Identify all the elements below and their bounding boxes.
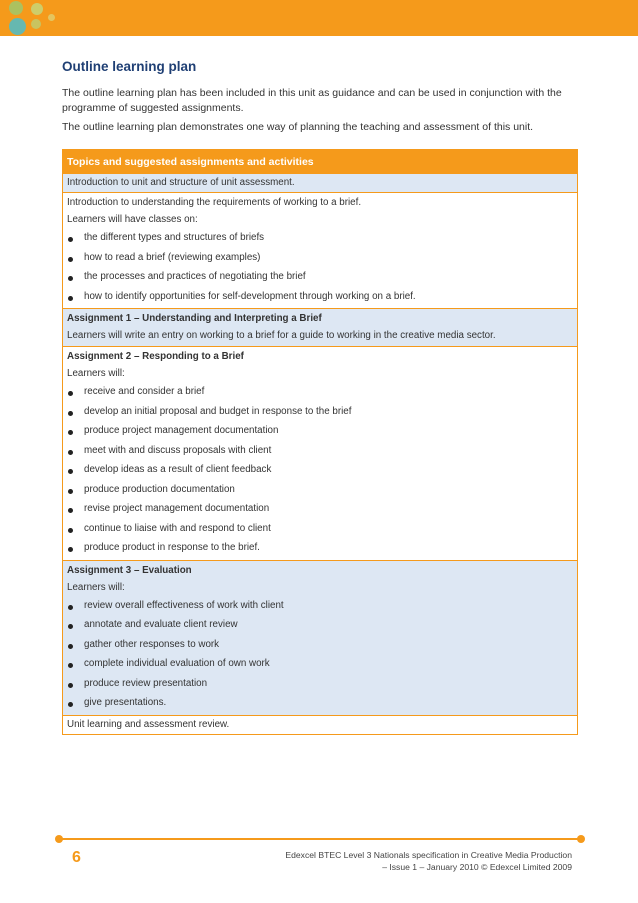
decorative-circle-icon [9,18,26,35]
decorative-circle-icon [48,14,55,21]
list-item: meet with and discuss proposals with client [67,441,574,461]
assignment-3-bullet-list [67,596,574,713]
learning-plan-table [62,149,578,735]
list-item: receive and consider a brief [67,382,574,402]
list-item: complete individual evaluation of own work [67,654,574,674]
table-row [63,193,578,309]
classes-bullet-list [67,228,574,306]
assignment-2-bullet-list [67,382,574,558]
intro-paragraph-1: The outline learning plan has been included in this unit as guidance and can be used in conjunction with the programme of suggested assignments. [62,87,562,114]
list-item: revise project management documentation [67,499,574,519]
list-item: produce production documentation [67,480,574,500]
assignment-3-lead: Learners will: [67,581,125,593]
list-item: review overall effectiveness of work with client [67,596,574,616]
classes-lead-text: Learners will have classes on: [67,214,198,225]
assignment-1-title: Assignment 1 – Understanding and Interpreting a Brief [67,313,322,324]
list-item: the different types and structures of briefs [67,228,574,248]
list-item: how to read a brief (reviewing examples) [67,248,574,268]
main-content [62,58,578,735]
list-item: continue to liaise with and respond to client [67,519,574,539]
assignment-1-text: Learners will write an entry on working to a brief for a guide to working in the creative media sector. [67,330,496,341]
table-row [63,560,578,715]
list-item: develop ideas as a result of client feedback [67,460,574,480]
decorative-circle-icon [31,19,41,29]
list-item: produce product in response to the brief. [67,538,574,558]
top-banner [0,0,638,36]
table-row [63,174,578,193]
footer-dot-icon [577,835,585,843]
list-item: produce project management documentation [67,421,574,441]
list-item: gather other responses to work [67,635,574,655]
footer-citation [252,849,572,873]
page-title: Outline learning plan [62,59,197,74]
table-row [63,347,578,561]
intro-paragraph-2: The outline learning plan demonstrates one way of planning the teaching and assessment of this unit. [62,121,534,133]
list-item: how to identify opportunities for self-development through working on a brief. [67,287,574,307]
decorative-circle-icon [31,3,43,15]
row-unit-review: Unit learning and assessment review. [67,718,230,730]
footer-divider [58,838,580,840]
footer-line-2: – Issue 1 – January 2010 © Edexcel Limited 2009 [382,862,572,872]
assignment-2-lead: Learners will: [67,368,125,379]
row-unit-introduction: Introduction to unit and structure of unit assessment. [67,177,295,188]
table-row [63,715,578,734]
assignment-2-title: Assignment 2 – Responding to a Brief [67,351,244,362]
decorative-circle-icon [9,1,23,15]
footer-dot-icon [55,835,63,843]
brief-introduction-text: Introduction to understanding the requirements of working to a brief. [67,197,362,208]
table-row [63,309,578,347]
assignment-3-title: Assignment 3 – Evaluation [67,564,192,576]
list-item: produce review presentation [67,674,574,694]
list-item: the processes and practices of negotiating the brief [67,267,574,287]
list-item: annotate and evaluate client review [67,615,574,635]
table-header: Topics and suggested assignments and activities [63,150,578,174]
list-item: develop an initial proposal and budget in response to the brief [67,402,574,422]
page-number: 6 [72,849,81,866]
footer-line-1: Edexcel BTEC Level 3 Nationals specification in Creative Media Production [285,850,572,860]
list-item: give presentations. [67,693,574,713]
